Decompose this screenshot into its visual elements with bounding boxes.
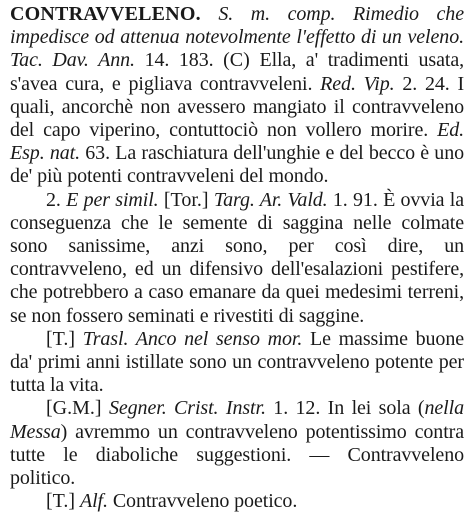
sense-paragraph [10, 189, 464, 328]
definition: Rimedio che impedisce od attenua notevolmente l'effetto di un veleno. [10, 3, 464, 49]
citation-source: Tac. Dav. Ann. [10, 49, 135, 72]
citation-ref: 2. 24. [402, 72, 450, 95]
headword: CONTRAVVELENO. [10, 3, 201, 25]
citation-text: In lei sola ( [327, 397, 425, 420]
citation-text: La raschiatura dell'unghie e del becco è uno de' più potenti contravveleni del mondo. [10, 142, 464, 188]
citation-ref: 1. 12. [273, 397, 321, 420]
citation-source: Ed. Esp. nat. [10, 119, 465, 165]
citation-source: Red. Vip. [320, 72, 395, 95]
citation-text: I quali, ancorchè non avessero mangiato il contravveleno del capo viperino, contuttociò non vollero morire. [10, 72, 464, 142]
grammar-note: S. m. comp. [218, 3, 336, 25]
entry-paragraph [10, 3, 464, 189]
sense-paragraph [10, 397, 464, 490]
editor-tag: [G.M.] [46, 397, 102, 420]
editor-tag: [T.] [46, 327, 76, 350]
citation-source: Targ. Ar. Vald. [213, 188, 328, 211]
editor-tag: [Tor.] [163, 188, 209, 211]
citation-text: Contravveleno poetico. [112, 490, 298, 513]
parenthetical: nella Messa [10, 397, 464, 443]
citation-text: Le massime buone da' primi anni istillate sono un contravveleno potente per tutta la vita. [10, 327, 464, 397]
sense-number: 2. [46, 188, 61, 211]
citation-text: ) avremmo un contravveleno potentissimo contra tutte le diaboliche suggestioni. — Contravveleno politico. [10, 420, 464, 490]
crusca-mark: (C) [223, 49, 250, 72]
sense-label: E per simil. [66, 188, 159, 211]
citation-text: È ovvia la conseguenza che le semente di saggina nelle colmate sono sanissime, anzi sono, per così dire, un contravveleno, ed un difensivo dell'esalazioni pestifere, che potrebbero a caso emanare da quei medesimi terreni, se non fossero seminati e rivestiti di saggine. [10, 188, 464, 327]
citation-ref: 63. [85, 142, 110, 165]
editor-tag: [T.] [46, 490, 76, 513]
citation-source: Segner. Crist. Instr. [108, 397, 266, 420]
citation-source: Alf. [79, 490, 108, 513]
citation-ref: 1. 91. [332, 188, 378, 211]
sense-paragraph [10, 328, 464, 398]
citation-ref: 14. 183. [144, 49, 214, 72]
sense-paragraph [10, 490, 464, 513]
sense-label: Trasl. Anco nel senso mor. [82, 327, 303, 350]
citation-text: Ella, a' tradimenti usata, s'avea cura, e pigliava contravveleni. [10, 49, 465, 95]
